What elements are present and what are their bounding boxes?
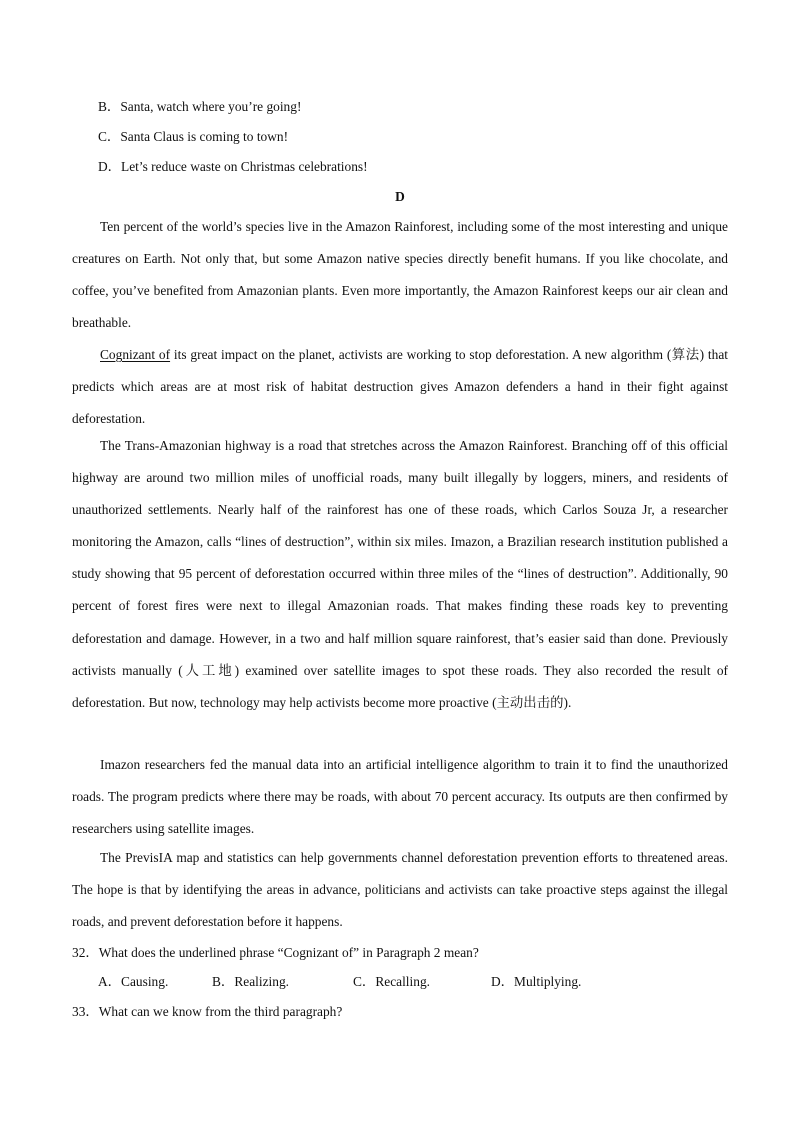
paragraph-2-text: its great impact on the planet, activists are working to stop deforestation. A new algorithm (算法) that predicts which areas are at most risk of habitat destruction gives Amazon defenders a hand in their fight against deforestation. xyxy=(72,347,728,427)
paragraph-2 xyxy=(72,339,728,435)
paragraph-1: Ten percent of the world’s species live in the Amazon Rainforest, including some of the most interesting and unique creatures on Earth. Not only that, but some Amazon native species directly benefit humans. If you like chocolate, and coffee, you’ve benefited from Amazonian plants. Even more importantly, the Amazon Rainforest keeps our air clean and breathable. xyxy=(72,219,728,331)
question-32: 32．What does the underlined phrase “Cognizant of” in Paragraph 2 mean? xyxy=(72,945,479,960)
prev-option-b: B．Santa, watch where you’re going! xyxy=(98,99,302,114)
question-32-option-d: D．Multiplying. xyxy=(491,974,582,989)
question-32-option-a: A．Causing. xyxy=(98,974,169,989)
paragraph-5: The PrevisIA map and statistics can help governments channel deforestation prevention efforts to threatened areas. The hope is that by identifying the areas in advance, politicians and activists can take proactive steps against the illegal roads, and prevent deforestation before it happens. xyxy=(72,850,728,930)
prev-option-c: C．Santa Claus is coming to town! xyxy=(98,129,289,144)
question-32-option-c: C．Recalling. xyxy=(353,974,430,989)
paragraph-4: Imazon researchers fed the manual data into an artificial intelligence algorithm to train it to find the unauthorized roads. The program predicts where there may be roads, with about 70 percent accuracy. Its outputs are then confirmed by researchers using satellite images. xyxy=(72,757,728,837)
paragraph-3: The Trans-Amazonian highway is a road that stretches across the Amazon Rainforest. Branching off of this official highway are around two million miles of unofficial roads, many built illegally by loggers, miners, and residents of unauthorized settlements. Nearly half of the rainforest has one of these roads, which Carlos Souza Jr, a researcher monitoring the Amazon, calls “lines of destruction”, within six miles. Imazon, a Brazilian research institution published a study showing that 95 percent of deforestation occurred within three miles of the “lines of destruction”. Additionally, 90 percent of forest fires were next to illegal Amazonian roads. That makes finding these roads key to preventing deforestation and damage. However, in a two and half million square rainforest, that’s easier said than done. Previously activists manually (人工地) examined over satellite images to spot these roads. They also recorded the result of deforestation. But now, technology may help activists become more proactive (主动出击的). xyxy=(72,438,728,710)
question-33: 33．What can we know from the third paragraph? xyxy=(72,1004,343,1019)
underlined-phrase: Cognizant of xyxy=(100,347,171,362)
question-32-option-b: B．Realizing. xyxy=(212,974,289,989)
section-heading: D xyxy=(395,189,405,204)
prev-option-d: D．Let’s reduce waste on Christmas celebrations! xyxy=(98,159,368,174)
